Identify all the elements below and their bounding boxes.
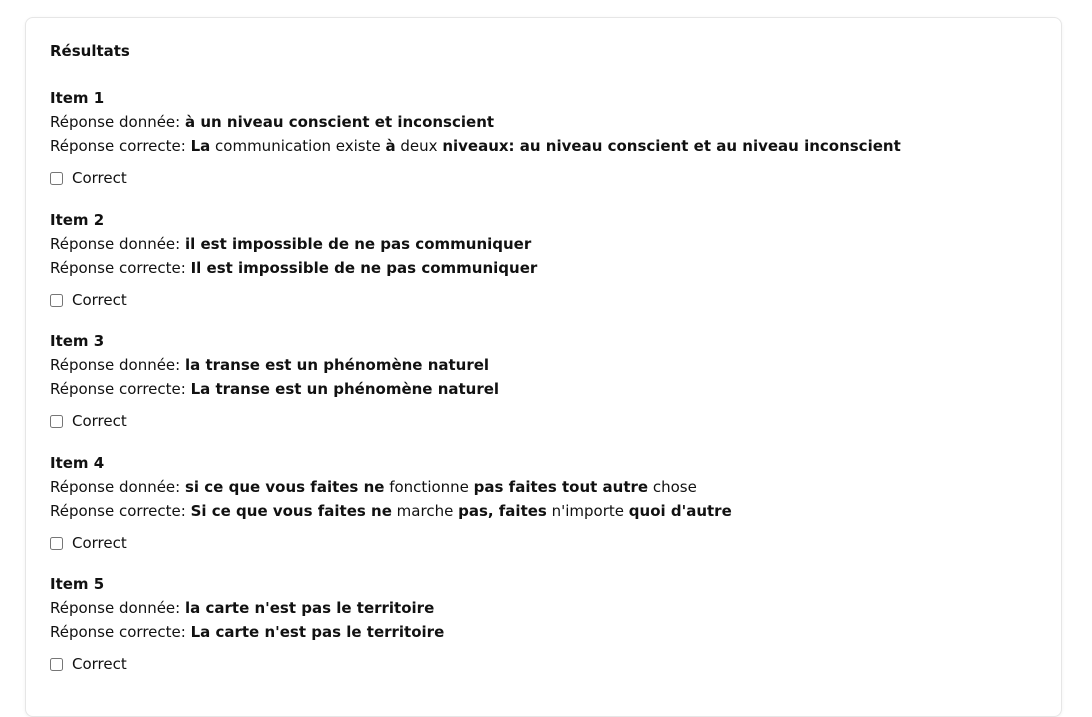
given-answer-text: si ce que vous faites ne [185, 478, 385, 496]
correct-checkbox-row [50, 288, 1040, 312]
given-answer [50, 110, 1040, 134]
given-answer-label: Réponse donnée: [50, 478, 185, 496]
given-answer [50, 596, 1040, 620]
given-answer [50, 232, 1040, 256]
given-answer [50, 475, 1040, 499]
correct-answer-label: Réponse correcte: [50, 137, 191, 155]
correct-checkbox-label[interactable]: Correct [72, 291, 127, 309]
given-answer-text: pas faites tout autre [473, 478, 649, 496]
correct-checkbox-row [50, 166, 1040, 190]
item-title: Item 4 [50, 454, 105, 472]
item-title: Item 5 [50, 575, 105, 593]
result-item [50, 86, 1040, 190]
given-answer [50, 353, 1040, 377]
given-answer-label: Réponse donnée: [50, 235, 185, 253]
correct-checkbox-label[interactable]: Correct [72, 655, 127, 673]
correct-answer-text: deux [395, 137, 443, 155]
results-card [25, 17, 1062, 717]
correct-answer-label: Réponse correcte: [50, 380, 191, 398]
correct-answer-text: communication existe [210, 137, 386, 155]
given-answer-text: chose [648, 478, 697, 496]
correct-answer [50, 134, 1040, 158]
given-answer-text: à un niveau conscient et inconscient [185, 113, 495, 131]
correct-answer-label: Réponse correcte: [50, 259, 191, 277]
correct-answer-text: marche [391, 502, 459, 520]
correct-checkbox[interactable] [50, 415, 63, 428]
correct-checkbox-row [50, 652, 1040, 676]
correct-checkbox-label[interactable]: Correct [72, 412, 127, 430]
correct-answer-text: Si ce que vous faites ne [190, 502, 392, 520]
correct-answer [50, 256, 1040, 280]
correct-checkbox-row [50, 531, 1040, 555]
given-answer-text: la carte n'est pas le territoire [185, 599, 435, 617]
correct-answer-label: Réponse correcte: [50, 502, 191, 520]
item-title: Item 3 [50, 332, 105, 350]
correct-checkbox-row [50, 409, 1040, 433]
correct-answer [50, 620, 1040, 644]
given-answer-label: Réponse donnée: [50, 113, 185, 131]
correct-checkbox-label[interactable]: Correct [72, 534, 127, 552]
correct-answer-text: à [385, 137, 396, 155]
correct-checkbox[interactable] [50, 172, 63, 185]
correct-answer-text: niveaux: au niveau conscient et au niveau inconscient [442, 137, 901, 155]
correct-checkbox[interactable] [50, 658, 63, 671]
item-title: Item 1 [50, 89, 105, 107]
correct-checkbox[interactable] [50, 294, 63, 307]
given-answer-text: il est impossible de ne pas communiquer [185, 235, 532, 253]
item-title: Item 2 [50, 211, 105, 229]
given-answer-text: la transe est un phénomène naturel [185, 356, 490, 374]
correct-answer [50, 377, 1040, 401]
given-answer-label: Réponse donnée: [50, 356, 185, 374]
correct-answer-text: pas, faites [458, 502, 547, 520]
correct-answer-text: Il est impossible de ne pas communiquer [190, 259, 538, 277]
given-answer-label: Réponse donnée: [50, 599, 185, 617]
correct-answer-text: La transe est un phénomène naturel [190, 380, 500, 398]
correct-answer [50, 499, 1040, 523]
result-item [50, 451, 1040, 555]
results-title: Résultats [50, 42, 130, 60]
correct-answer-text: quoi d'autre [628, 502, 732, 520]
correct-answer-text: n'importe [546, 502, 629, 520]
correct-checkbox-label[interactable]: Correct [72, 169, 127, 187]
correct-answer-text: La carte n'est pas le territoire [190, 623, 445, 641]
correct-checkbox[interactable] [50, 537, 63, 550]
given-answer-text: fonctionne [384, 478, 474, 496]
result-item [50, 208, 1040, 312]
correct-answer-text: La [190, 137, 211, 155]
result-item [50, 329, 1040, 433]
result-item [50, 572, 1040, 676]
correct-answer-label: Réponse correcte: [50, 623, 191, 641]
